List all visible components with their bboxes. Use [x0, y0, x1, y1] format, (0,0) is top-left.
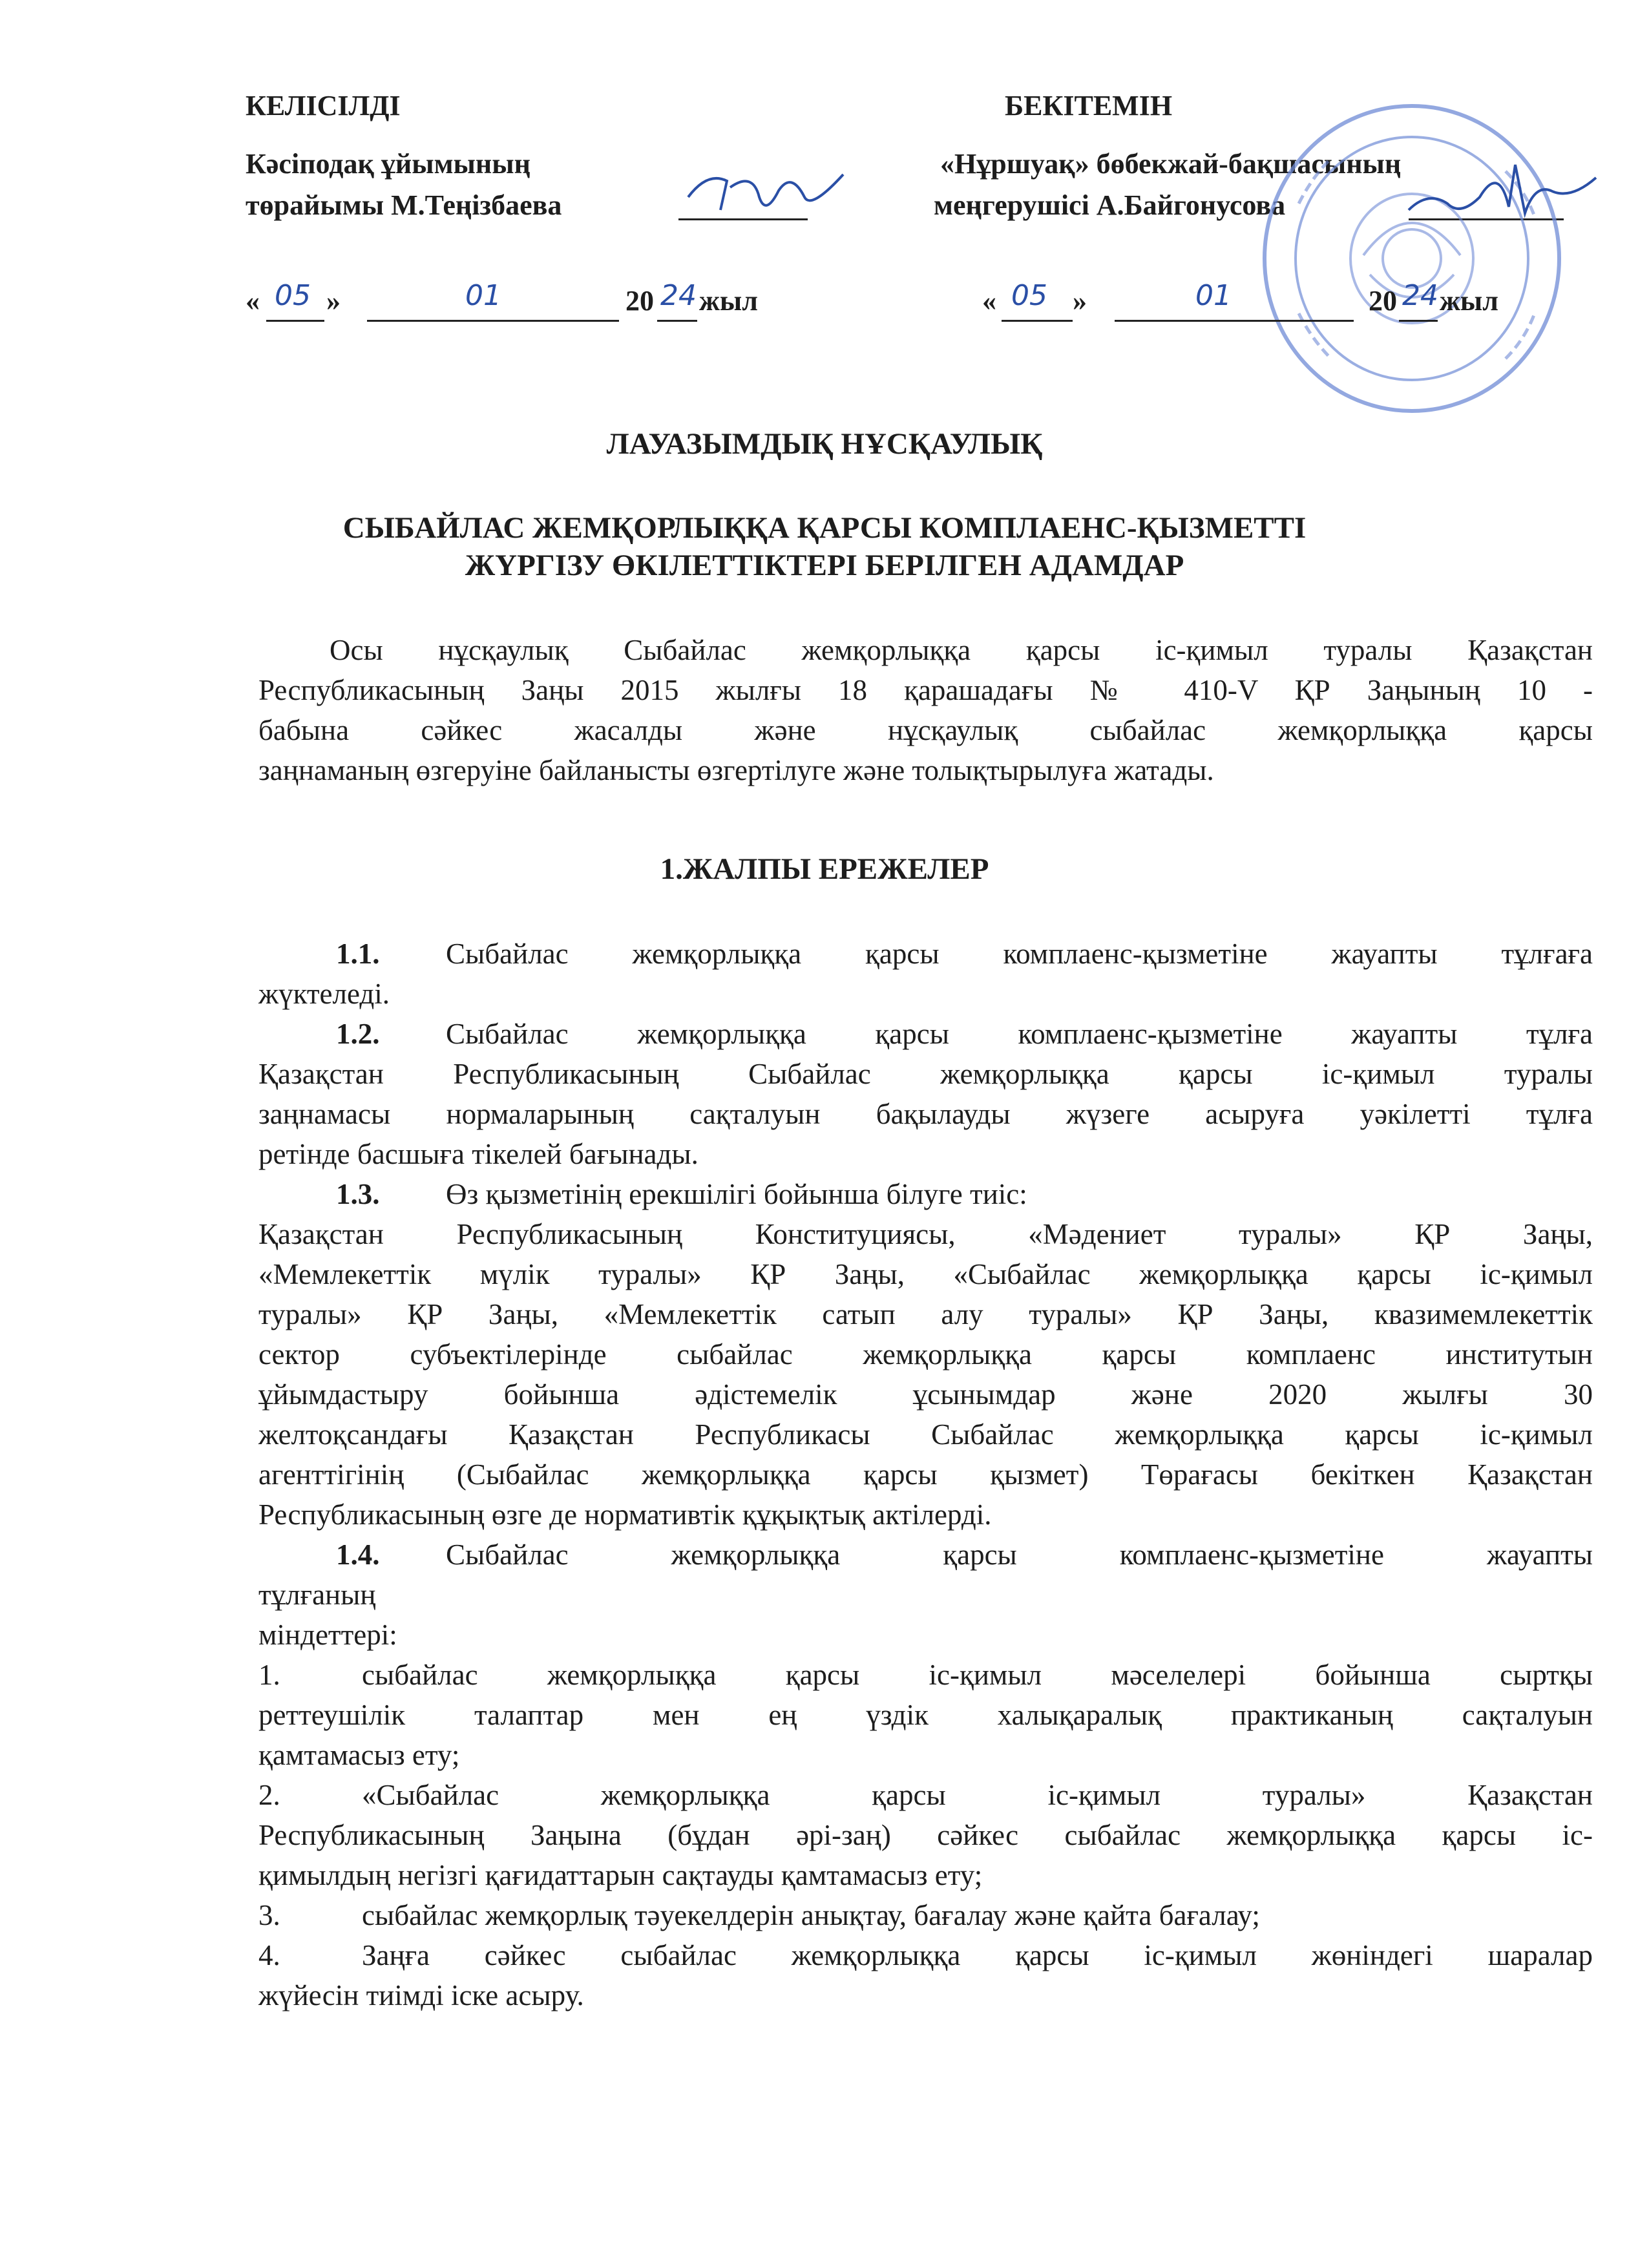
duty-line: қимылдың негізгі қағидаттарын сақтауды қамтамасыз ету; [258, 1859, 983, 1891]
clause-line: заңнамасы нормаларының сақталуын бақылауды жүзеге асыруға уәкілетті тұлға [258, 1098, 1593, 1130]
duty-number: 4. [258, 1939, 280, 1971]
agreed-date-mid: » [326, 285, 341, 317]
duty-number: 2. [258, 1779, 280, 1811]
clause-line: тұлғаның [258, 1579, 376, 1611]
duty-line: жүйесін тиімді іске асыру. [258, 1979, 584, 2011]
clause-line: Қазақстан Республикасының Конституциясы, «Мәдениет туралы» ҚР Заңы, [258, 1218, 1593, 1250]
clause-number: 1.1. [336, 938, 380, 970]
clause-line: туралы» ҚР Заңы, «Мемлекеттік сатып алу туралы» ҚР Заңы, квазимемлекеттік [258, 1298, 1593, 1330]
clause-number: 1.3. [336, 1178, 380, 1210]
clause-line: жүктеледі. [258, 978, 390, 1010]
clause-line: ретінде басшыға тікелей бағынады. [258, 1138, 698, 1170]
duty-line: қамтамасыз ету; [258, 1739, 460, 1771]
duty-line: Заңға сәйкес сыбайлас жемқорлыққа қарсы іс-қимыл жөніндегі шаралар [362, 1939, 1593, 1971]
clause-line: Республикасының өзге де нормативтік құқықтық актілерді. [258, 1498, 992, 1531]
approved-signatory-line: меңгерушісі А.Байгонусова [934, 189, 1286, 221]
clause-line: Қазақстан Республикасының Сыбайлас жемқорлыққа қарсы іс-қимыл туралы [258, 1058, 1593, 1090]
clause-line: «Мемлекеттік мүлік туралы» ҚР Заңы, «Сыбайлас жемқорлыққа қарсы іс-қимыл [258, 1258, 1593, 1290]
intro-line: заңнаманың өзгеруіне байланысты өзгертілуге және толықтырылуға жатады. [258, 754, 1214, 786]
agreed-day: 05 [275, 279, 311, 312]
agreed-year-suffix: жыл [699, 285, 758, 317]
intro-line: Осы нұсқаулық Сыбайлас жемқорлыққа қарсы іс-қимыл туралы Қазақстан [330, 634, 1593, 666]
approved-month-underline [1115, 320, 1354, 322]
agreed-year-underline [657, 320, 697, 322]
clause-line: міндеттері: [258, 1619, 397, 1651]
approved-label: БЕКІТЕМІН [1005, 90, 1173, 121]
approved-date-open: « [982, 285, 996, 317]
subtitle-line-2: ЖҮРГІЗУ ӨКІЛЕТТІКТЕРІ БЕРІЛГЕН АДАМДАР [465, 549, 1184, 582]
clause-line: Сыбайлас жемқорлыққа қарсы комплаенс-қызметіне жауапты тұлғаға [446, 938, 1593, 970]
agreed-org-line: Кәсіподақ ұйымының [246, 148, 530, 180]
approved-month: 01 [1195, 279, 1232, 312]
agreed-month-underline [367, 320, 619, 322]
agreed-label: КЕЛІСІЛДІ [246, 90, 401, 121]
approved-signature [1402, 152, 1609, 236]
section-1-heading: 1.ЖАЛПЫ ЕРЕЖЕЛЕР [660, 852, 989, 886]
clause-line: сектор субъектілерінде сыбайлас жемқорлыққа қарсы комплаенс институтын [258, 1338, 1593, 1370]
clause-line: желтоқсандағы Қазақстан Республикасы Сыбайлас жемқорлыққа қарсы іс-қимыл [258, 1418, 1593, 1451]
intro-line: Республикасының Заңы 2015 жылғы 18 қарашадағы № 410-V ҚР Заңының 10 - [258, 674, 1593, 706]
approved-day: 05 [1011, 279, 1047, 312]
approved-org-line: «Нұршуақ» бөбекжай-бақшасының [940, 148, 1402, 180]
clause-number: 1.4. [336, 1538, 380, 1571]
intro-line: бабына сәйкес жасалды және нұсқаулық сыбайлас жемқорлыққа қарсы [258, 714, 1593, 746]
document-title: ЛАУАЗЫМДЫҚ НҰСҚАУЛЫҚ [606, 427, 1043, 461]
approved-year: 24 [1402, 279, 1438, 312]
agreed-year: 24 [660, 279, 697, 312]
duty-line: сыбайлас жемқорлыққа қарсы іс-қимыл мәселелері бойынша сыртқы [362, 1659, 1593, 1691]
clause-line: ұйымдастыру бойынша әдістемелік ұсынымдар және 2020 жылғы 30 [258, 1378, 1593, 1411]
approved-year-prefix: 20 [1369, 285, 1397, 317]
duty-line: реттеушілік талаптар мен ең үздік халықаралық практиканың сақталуын [258, 1699, 1593, 1731]
official-stamp-icon [1260, 100, 1564, 417]
agreed-date-open: « [246, 285, 260, 317]
duty-number: 3. [258, 1899, 280, 1931]
clause-line: агенттігінің (Сыбайлас жемқорлыққа қарсы қызмет) Төрағасы бекіткен Қазақстан [258, 1458, 1593, 1491]
duty-line: «Сыбайлас жемқорлыққа қарсы іс-қимыл туралы» Қазақстан [362, 1779, 1593, 1811]
duty-line: сыбайлас жемқорлық тәуекелдерін анықтау, бағалау және қайта бағалау; [362, 1899, 1260, 1931]
clause-line: Сыбайлас жемқорлыққа қарсы комплаенс-қызметіне жауапты [446, 1538, 1593, 1571]
agreed-month: 01 [465, 279, 501, 312]
clause-line: Сыбайлас жемқорлыққа қарсы комплаенс-қызметіне жауапты тұлға [446, 1018, 1593, 1050]
agreed-year-prefix: 20 [625, 285, 654, 317]
approved-date-mid: » [1073, 285, 1087, 317]
subtitle-line-1: СЫБАЙЛАС ЖЕМҚОРЛЫҚҚА ҚАРСЫ КОМПЛАЕНС-ҚЫЗМЕТТІ [342, 511, 1307, 545]
duty-line: Республикасының Заңына (бұдан әрі-заң) сәйкес сыбайлас жемқорлыққа қарсы іс- [258, 1819, 1593, 1851]
duty-number: 1. [258, 1659, 280, 1691]
agreed-signatory-line: төрайымы М.Теңізбаева [246, 189, 562, 221]
agreed-signature [682, 158, 850, 229]
clause-lead: Өз қызметінің ерекшілігі бойынша білуге тиіс: [446, 1178, 1027, 1210]
approved-day-underline [1002, 320, 1073, 322]
approved-year-underline [1399, 320, 1438, 322]
approved-year-suffix: жыл [1440, 285, 1498, 317]
agreed-day-underline [266, 320, 324, 322]
clause-number: 1.2. [336, 1018, 380, 1050]
